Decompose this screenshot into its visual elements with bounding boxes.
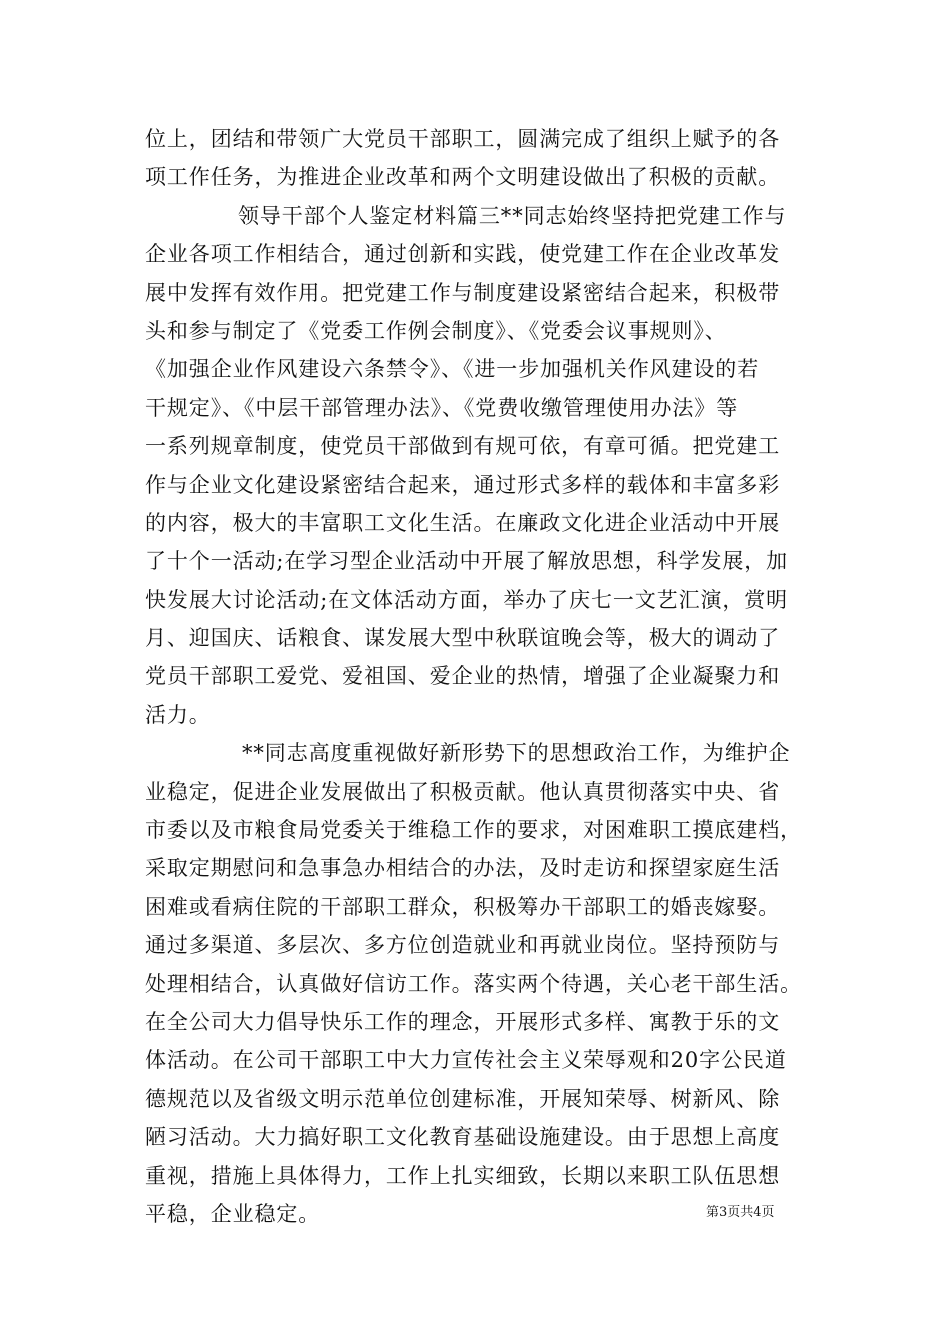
text-line: 的内容，极大的丰富职工文化生活。在廉政文化进企业活动中开展 bbox=[145, 510, 781, 535]
text-line: 在全公司大力倡导快乐工作的理念，开展形式多样、寓教于乐的文 bbox=[145, 1009, 781, 1034]
text-line: 企业各项工作相结合，通过创新和实践，使党建工作在企业改革发 bbox=[145, 242, 781, 267]
text-line: 头和参与制定了《党委工作例会制度》、《党委会议事规则》、 bbox=[145, 318, 727, 343]
text-line: 《加强企业作风建设六条禁令》、《进一步加强机关作风建设的若 bbox=[145, 357, 760, 382]
text-line: 平稳，企业稳定。 bbox=[145, 1201, 321, 1226]
text-line: 德规范以及省级文明示范单位创建标准，开展知荣辱、树新风、除 bbox=[145, 1086, 781, 1111]
text-line: 困难或看病住院的干部职工群众，积极筹办干部职工的婚丧嫁娶。 bbox=[145, 894, 781, 919]
text-line: 了十个一活动;在学习型企业活动中开展了解放思想，科学发展，加 bbox=[145, 549, 789, 574]
paragraph-heading-line: 领导干部个人鉴定材料篇三**同志始终坚持把党建工作与 bbox=[238, 203, 787, 228]
text-line: 陋习活动。大力搞好职工文化教育基础设施建设。由于思想上高度 bbox=[145, 1125, 781, 1150]
body-text bbox=[145, 120, 805, 1233]
text-line: 作与企业文化建设紧密结合起来，通过形式多样的载体和丰富多彩 bbox=[145, 472, 781, 497]
text-line: 展中发挥有效作用。把党建工作与制度建设紧密结合起来，积极带 bbox=[145, 280, 781, 305]
text-line: 业稳定，促进企业发展做出了积极贡献。他认真贯彻落实中央、省 bbox=[145, 779, 781, 804]
text-line: 项工作任务，为推进企业改革和两个文明建设做出了积极的贡献。 bbox=[145, 165, 781, 190]
text-line: 党员干部职工爱党、爱祖国、爱企业的热情，增强了企业凝聚力和 bbox=[145, 664, 781, 689]
text-line: 体活动。在公司干部职工中大力宣传社会主义荣辱观和20字公民道 bbox=[145, 1048, 787, 1073]
text-line: 通过多渠道、多层次、多方位创造就业和再就业岗位。坚持预防与 bbox=[145, 933, 781, 958]
paragraph-start-line: **同志高度重视做好新形势下的思想政治工作，为维护企 bbox=[242, 741, 791, 766]
text-line: 一系列规章制度，使党员干部做到有规可依，有章可循。把党建工 bbox=[145, 434, 781, 459]
text-line: 快发展大讨论活动;在文体活动方面，举办了庆七一文艺汇演，赏明 bbox=[145, 587, 789, 612]
text-line: 重视，措施上具体得力，工作上扎实细致，长期以来职工队伍思想 bbox=[145, 1163, 781, 1188]
text-line: 干规定》、《中层干部管理办法》、《党费收缴管理使用办法》等 bbox=[145, 395, 739, 420]
text-line: 采取定期慰问和急事急办相结合的办法，及时走访和探望家庭生活 bbox=[145, 856, 781, 881]
text-line: 处理相结合，认真做好信访工作。落实两个待遇，关心老干部生活。 bbox=[145, 971, 802, 996]
text-line: 月、迎国庆、话粮食、谋发展大型中秋联谊晚会等，极大的调动了 bbox=[145, 626, 781, 651]
page-number: 第3页共4页 bbox=[706, 1205, 775, 1220]
text-line: 市委以及市粮食局党委关于维稳工作的要求，对困难职工摸底建档， bbox=[145, 818, 802, 843]
text-line: 活力。 bbox=[145, 702, 211, 727]
text-line: 位上，团结和带领广大党员干部职工，圆满完成了组织上赋予的各 bbox=[145, 127, 781, 151]
